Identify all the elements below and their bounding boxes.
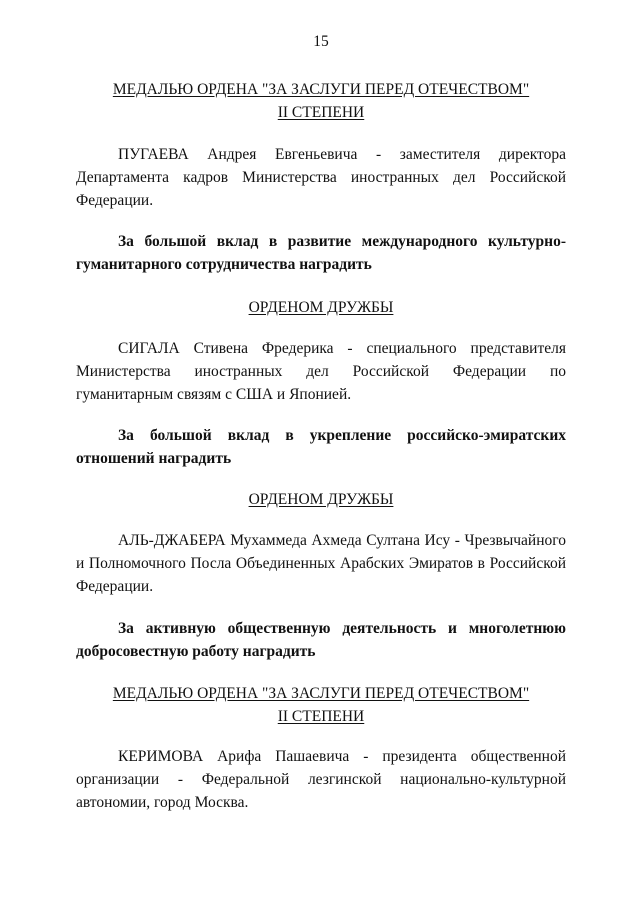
award-heading-line: ОРДЕНОМ ДРУЖБЫ (248, 299, 394, 316)
award-heading (76, 488, 566, 511)
awardee-paragraph: КЕРИМОВА Арифа Пашаевича - президента общественной организации - Федеральной лезгинской национально-культурной автономии, город Москва. (76, 748, 566, 811)
award-heading (76, 296, 566, 319)
page-number: 15 (313, 33, 329, 50)
award-reason-paragraph: За большой вклад в укрепление российско-эмиратских отношений наградить (76, 427, 566, 467)
awardee-paragraph: АЛЬ-ДЖАБЕРА Мухаммеда Ахмеда Султана Ису - Чрезвычайного и Полномочного Посла Объединенных Арабских Эмиратов в Российской Федерации. (76, 532, 566, 595)
award-reason-paragraph: За большой вклад в развитие международного культурно-гуманитарного сотрудничества наградить (76, 233, 566, 273)
award-heading (76, 682, 566, 705)
award-heading-degree (76, 101, 566, 124)
award-degree-line: II СТЕПЕНИ (277, 104, 365, 121)
awardee-paragraph: ПУГАЕВА Андрея Евгеньевича - заместителя директора Департамента кадров Министерства иностранных дел Российской Федерации. (76, 146, 566, 209)
award-heading-degree (76, 705, 566, 728)
award-degree-line: II СТЕПЕНИ (277, 708, 365, 725)
award-heading-line: ОРДЕНОМ ДРУЖБЫ (248, 491, 394, 508)
award-reason-paragraph: За активную общественную деятельность и многолетнюю добросовестную работу наградить (76, 620, 566, 660)
document-page (76, 0, 566, 905)
awardee-paragraph: СИГАЛА Стивена Фредерика - специального представителя Министерства иностранных дел Российской Федерации по гуманитарным связям с США и Японией. (76, 340, 566, 403)
award-heading (76, 78, 566, 101)
award-heading-line: МЕДАЛЬЮ ОРДЕНА "ЗА ЗАСЛУГИ ПЕРЕД ОТЕЧЕСТВОМ" (112, 685, 530, 702)
award-heading-line: МЕДАЛЬЮ ОРДЕНА "ЗА ЗАСЛУГИ ПЕРЕД ОТЕЧЕСТВОМ" (112, 81, 530, 98)
